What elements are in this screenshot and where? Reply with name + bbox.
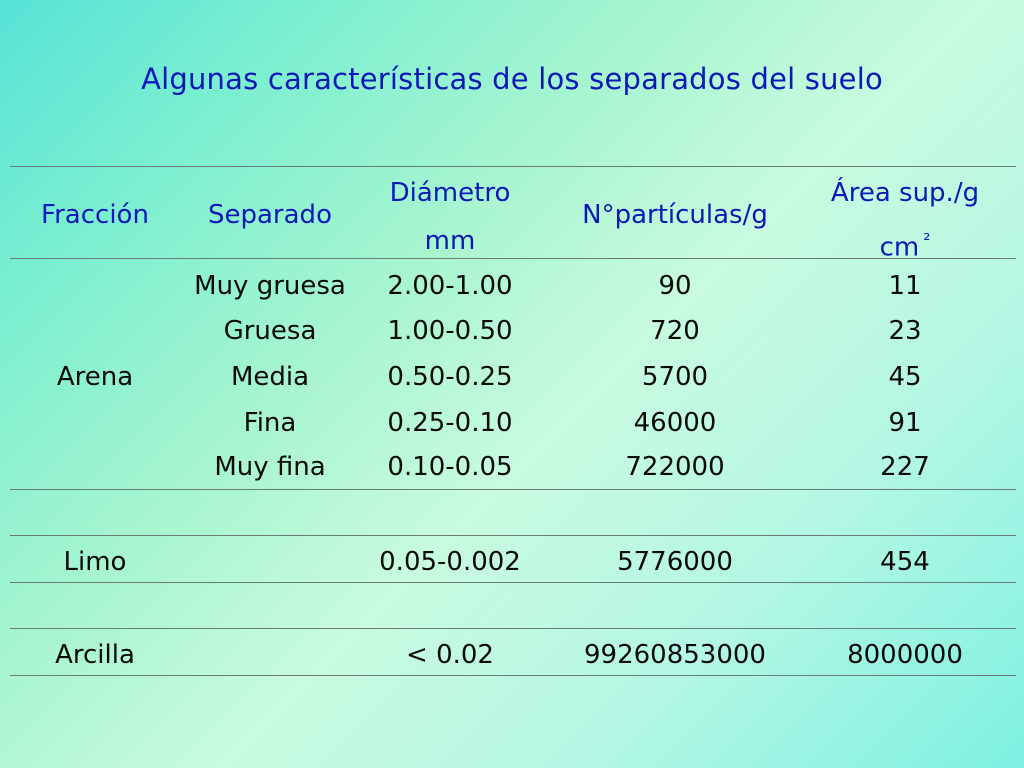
table-rule-arcilla-top xyxy=(10,628,1016,629)
fraccion-limo: Limo xyxy=(63,547,127,577)
table-row-particulas: 46000 xyxy=(633,408,717,438)
table-row-particulas: 90 xyxy=(658,271,692,301)
table-row-diametro: 0.50-0.25 xyxy=(387,362,513,392)
table-row-area: 45 xyxy=(888,362,922,392)
table-rule-limo-top xyxy=(10,535,1016,536)
arcilla-particulas: 99260853000 xyxy=(584,640,766,670)
table-row-diametro: 1.00-0.50 xyxy=(387,316,513,346)
arcilla-area: 8000000 xyxy=(847,640,963,670)
table-row-area: 11 xyxy=(888,271,922,301)
header-area-superscript: ² xyxy=(923,230,931,251)
header-area: Área sup./g xyxy=(830,178,980,208)
table-row-particulas: 5700 xyxy=(641,362,709,392)
table-row-diametro: 0.10-0.05 xyxy=(387,452,513,482)
header-diametro: Diámetro xyxy=(389,178,511,208)
header-fraccion: Fracción xyxy=(41,200,149,230)
table-row-separado: Gruesa xyxy=(223,316,317,346)
table-row-diametro: 0.25-0.10 xyxy=(387,408,513,438)
limo-particulas: 5776000 xyxy=(617,547,733,577)
table-row-separado: Muy fina xyxy=(214,452,326,482)
fraccion-arena: Arena xyxy=(56,362,134,392)
table-row-diametro: 2.00-1.00 xyxy=(387,271,513,301)
limo-area: 454 xyxy=(880,547,930,577)
arcilla-diametro: < 0.02 xyxy=(406,640,494,670)
page-title: Algunas características de los separados del suelo xyxy=(141,62,883,96)
table-row-area: 91 xyxy=(888,408,922,438)
header-separado: Separado xyxy=(208,200,332,230)
table-row-area: 23 xyxy=(888,316,922,346)
table-row-particulas: 722000 xyxy=(625,452,725,482)
table-rule-top xyxy=(10,166,1016,167)
limo-diametro: 0.05-0.002 xyxy=(379,547,521,577)
table-row-area: 227 xyxy=(880,452,930,482)
table-row-separado: Muy gruesa xyxy=(194,271,346,301)
table-row-separado: Media xyxy=(230,362,310,392)
fraccion-arcilla: Arcilla xyxy=(55,640,135,670)
header-diametro-unit: mm xyxy=(424,226,476,256)
header-area-unit-text: cm xyxy=(879,232,920,263)
table-row-separado: Fina xyxy=(243,408,297,438)
header-particulas: N°partículas/g xyxy=(582,200,768,230)
table-row-particulas: 720 xyxy=(650,316,700,346)
